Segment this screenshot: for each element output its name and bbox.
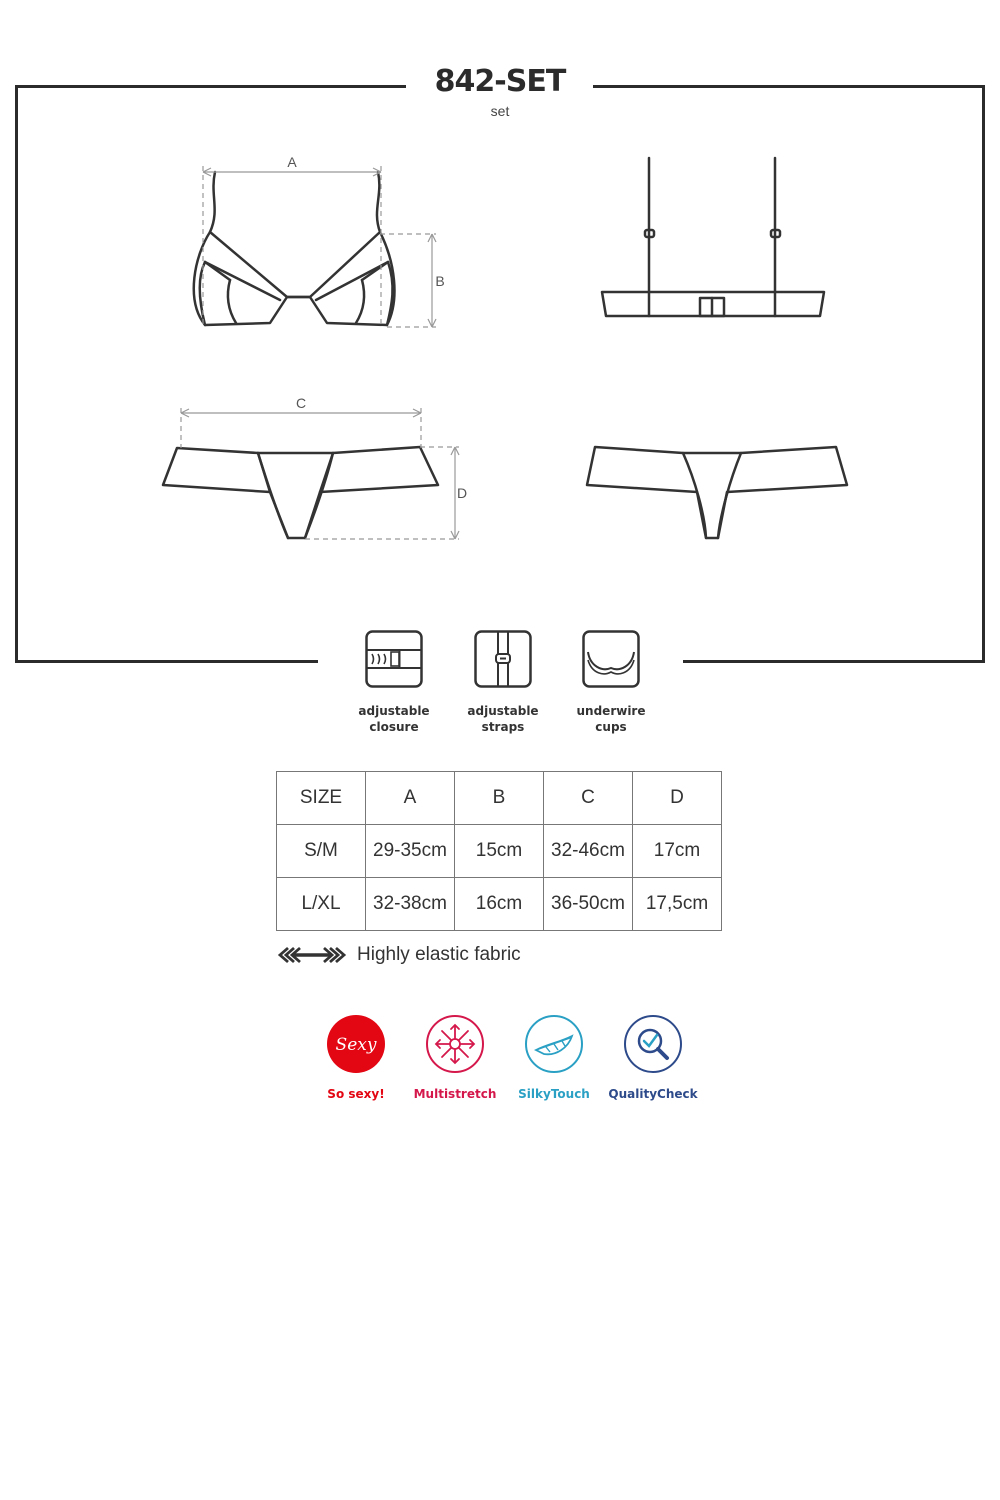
feature-label-line: adjustable — [467, 704, 539, 718]
feature-label — [448, 703, 558, 735]
label-c: C — [295, 395, 307, 411]
feature-label-line: straps — [481, 720, 525, 734]
table-cell: 15cm — [455, 825, 544, 878]
table-cell: 29-35cm — [366, 825, 455, 878]
table-cell: 32-38cm — [366, 878, 455, 931]
badge-label: So sexy! — [327, 1087, 385, 1101]
table-header: B — [455, 772, 544, 825]
product-subtitle: set — [490, 103, 510, 119]
label-a: A — [287, 154, 297, 170]
table-header: D — [633, 772, 722, 825]
stretch-arrows-icon — [276, 942, 348, 968]
badge-multistretch — [405, 1014, 505, 1101]
multistretch-icon — [425, 1014, 485, 1074]
feature-adjustable-straps — [448, 630, 558, 735]
table-header: C — [544, 772, 633, 825]
table-row — [277, 825, 722, 878]
feature-label-line: cups — [595, 720, 627, 734]
frame-bottom-left — [15, 660, 318, 663]
feature-underwire-cups — [556, 630, 666, 735]
adjustable-straps-icon — [474, 630, 532, 688]
badge-label: Multistretch — [413, 1087, 497, 1101]
feature-label-line: closure — [369, 720, 419, 734]
sexy-icon — [326, 1014, 386, 1074]
product-title: 842-SET — [434, 64, 566, 99]
feature-label-line: underwire — [576, 704, 646, 718]
badge-qualitycheck — [603, 1014, 703, 1101]
table-cell: 36-50cm — [544, 878, 633, 931]
quality-check-icon — [623, 1014, 683, 1074]
table-cell: 32-46cm — [544, 825, 633, 878]
table-header: SIZE — [277, 772, 366, 825]
sexy-icon-text: Sexy — [335, 1035, 377, 1055]
feature-label — [339, 703, 449, 735]
elastic-note-text: Highly elastic fabric — [357, 944, 521, 965]
feather-icon — [524, 1014, 584, 1074]
bra-front-drawing — [194, 172, 395, 325]
feature-label-line: adjustable — [358, 704, 430, 718]
badge-so-sexy — [306, 1014, 406, 1101]
feature-adjustable-closure — [339, 630, 449, 735]
table-cell: L/XL — [277, 878, 366, 931]
table-header: A — [366, 772, 455, 825]
briefs-back-drawing — [587, 447, 847, 538]
badge-label: SilkyTouch — [518, 1087, 590, 1101]
frame-bottom-right — [683, 660, 985, 663]
adjustable-closure-icon — [365, 630, 423, 688]
table-row — [277, 878, 722, 931]
label-d: D — [456, 485, 468, 501]
table-cell: 17cm — [633, 825, 722, 878]
table-cell: S/M — [277, 825, 366, 878]
table-header-row — [277, 772, 722, 825]
feature-label — [556, 703, 666, 735]
badge-silkytouch — [504, 1014, 604, 1101]
table-cell: 16cm — [455, 878, 544, 931]
badge-label: QualityCheck — [608, 1087, 698, 1101]
briefs-front-drawing — [163, 447, 438, 538]
underwire-cups-icon — [582, 630, 640, 688]
table-cell: 17,5cm — [633, 878, 722, 931]
garment-diagram — [0, 0, 1000, 620]
size-table — [276, 771, 722, 931]
label-b: B — [435, 273, 445, 289]
bra-back-drawing — [602, 158, 824, 316]
